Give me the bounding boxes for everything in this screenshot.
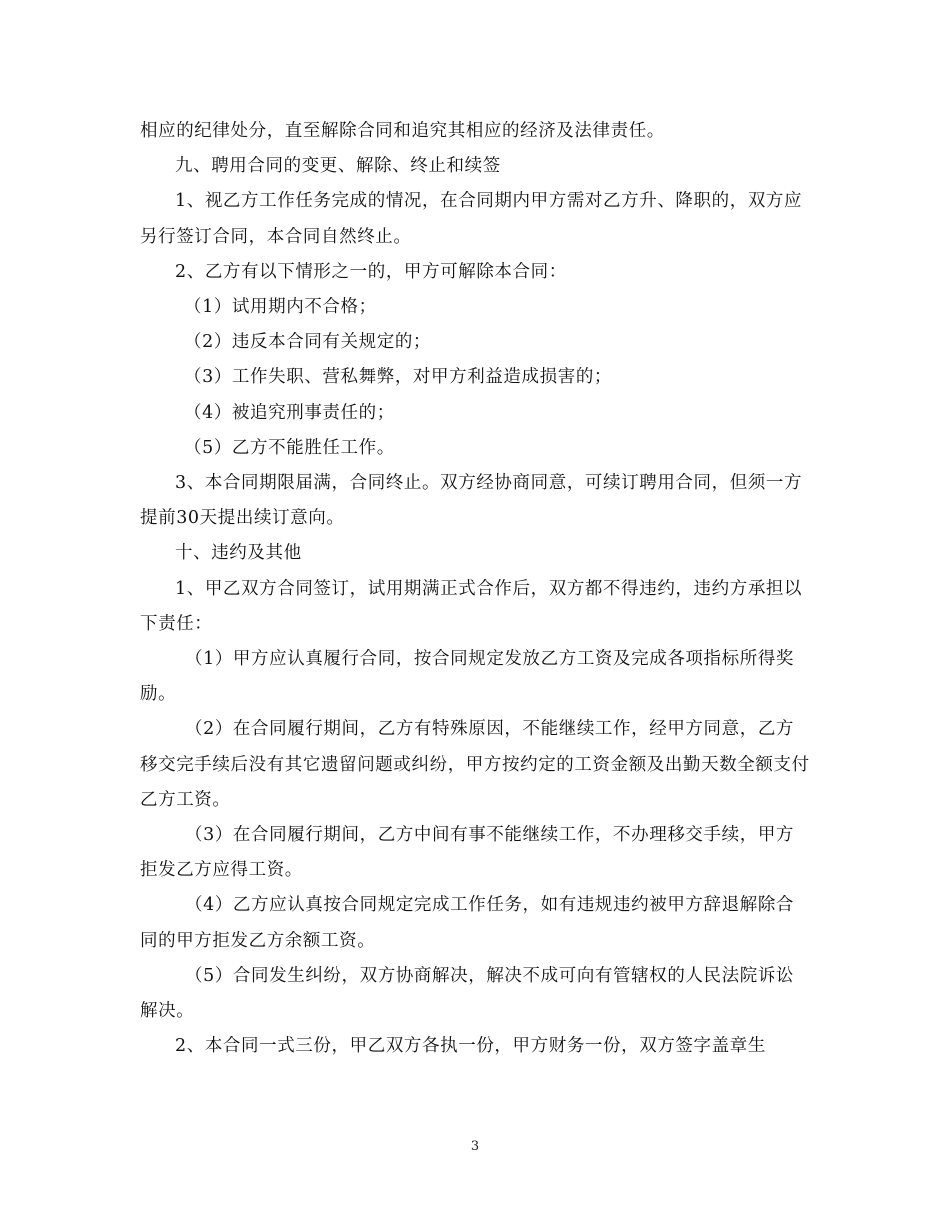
list-item-9-2-5: （5）乙方不能胜任工作。 — [184, 437, 395, 458]
section-heading-nine: 九、聘用合同的变更、解除、终止和续签 — [175, 156, 501, 177]
list-item-10-1-4: （4）乙方应认真按合同规定完成工作任务，如有违规违约被甲方辞退解除合同的甲方拒发乙方余额工资。 — [140, 895, 795, 951]
paragraph-clause-10-2: 2、本合同一式三份，甲乙双方各执一份，甲方财务一份，双方签字盖章生 — [175, 1036, 766, 1057]
list-item-9-2-4: （4）被追究刑事责任的； — [184, 402, 395, 423]
list-item-10-1-5: （5）合同发生纠纷，双方协商解决，解决不成可向有管辖权的人民法院诉讼解决。 — [140, 965, 795, 1022]
section-heading-ten: 十、违约及其他 — [175, 543, 302, 564]
list-item-10-1-1: （1）甲方应认真履行合同，按合同规定发放乙方工资及完成各项指标所得奖励。 — [140, 649, 795, 705]
list-item-9-2-3: （3）工作失职、营私舞弊，对甲方利益造成损害的； — [184, 367, 613, 388]
paragraph-continuation: 相应的纪律处分，直至解除合同和追究其相应的经济及法律责任。 — [140, 121, 665, 141]
list-item-10-1-3: （3）在合同履行期间，乙方中间有事不能继续工作，不办理移交手续，甲方拒发乙方应得工资。 — [140, 825, 795, 881]
paragraph-clause-9-3: 3、本合同期限届满，合同终止。双方经协商同意，可续订聘用合同，但须一方提前30天提出续订意向。 — [140, 473, 803, 529]
paragraph-clause-10-1: 1、甲乙双方合同签订，试用期满正式合作后，双方都不得违约，违约方承担以下责任： — [140, 578, 803, 634]
list-item-10-1-2: （2）在合同履行期间，乙方有特殊原因，不能继续工作，经甲方同意，乙方移交完手续后没有其它遗留问题或纠纷，甲方按约定的工资金额及出勤天数全额支付乙方工资。 — [140, 719, 810, 810]
document-body — [140, 114, 810, 1064]
list-item-9-2-2: （2）违反本合同有关规定的； — [184, 332, 432, 353]
paragraph-clause-9-1: 1、视乙方工作任务完成的情况，在合同期内甲方需对乙方升、降职的，双方应另行签订合同，本合同自然终止。 — [140, 191, 803, 247]
paragraph-clause-9-2: 2、乙方有以下情形之一的，甲方可解除本合同： — [175, 261, 567, 282]
page-number: 3 — [470, 1139, 480, 1154]
list-item-9-2-1: （1）试用期内不合格； — [184, 297, 377, 318]
